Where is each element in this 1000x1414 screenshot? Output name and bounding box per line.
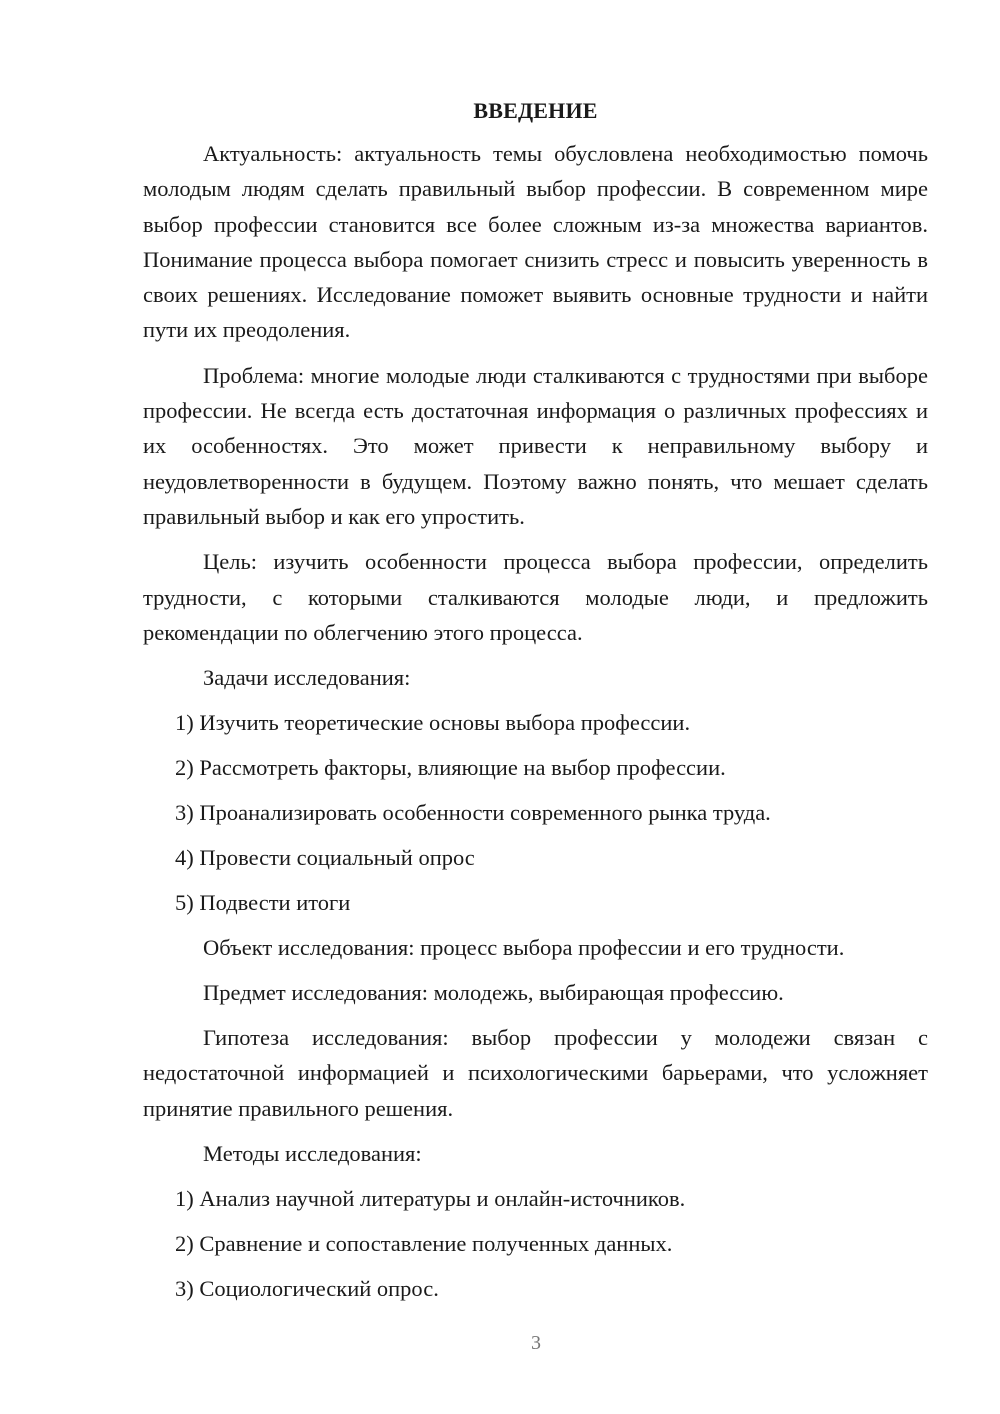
list-item: 2) Рассмотреть факторы, влияющие на выбор профессии.	[175, 755, 726, 781]
document-page	[143, 96, 928, 1316]
tasks-heading: Задачи исследования:	[203, 665, 411, 691]
subject-line: Предмет исследования: молодежь, выбирающая профессию.	[203, 980, 784, 1006]
list-item: 3) Социологический опрос.	[175, 1276, 439, 1302]
list-item: 2) Сравнение и сопоставление полученных данных.	[175, 1231, 673, 1257]
list-item: 1) Изучить теоретические основы выбора профессии.	[175, 710, 691, 736]
goal-paragraph: Цель: изучить особенности процесса выбора профессии, определить трудности, с которыми сталкиваются молодые люди, и предложить рекомендации по облегчению этого процесса.	[143, 549, 928, 645]
tasks-list	[143, 705, 928, 920]
methods-list	[143, 1181, 928, 1306]
list-item: 4) Провести социальный опрос	[175, 845, 475, 871]
object-line: Объект исследования: процесс выбора профессии и его трудности.	[203, 935, 845, 961]
section-title: ВВЕДЕНИЕ	[473, 98, 598, 123]
page-number: 3	[531, 1332, 541, 1354]
list-item: 1) Анализ научной литературы и онлайн-источников.	[175, 1186, 686, 1212]
methods-heading: Методы исследования:	[203, 1141, 422, 1167]
list-item: 3) Проанализировать особенности современного рынка труда.	[175, 800, 771, 826]
relevance-paragraph: Актуальность: актуальность темы обусловлена необходимостью помочь молодым людям сделать правильный выбор профессии. В современном мире выбор профессии становится все более сложным из-за множества вариантов. Понимание процесса выбора помогает снизить стресс и повысить уверенность в своих решениях. Исследование поможет выявить основные трудности и найти пути их преодоления.	[143, 141, 928, 343]
list-item: 5) Подвести итоги	[175, 890, 351, 916]
problem-paragraph: Проблема: многие молодые люди сталкиваются с трудностями при выборе профессии. Не всегда есть достаточная информация о различных профессиях и их особенностях. Это может привести к неправильному выбору и неудовлетворенности в будущем. Поэтому важно понять, что мешает сделать правильный выбор и как его упростить.	[143, 362, 928, 529]
hypothesis-paragraph: Гипотеза исследования: выбор профессии у молодежи связан с недостаточной информацией и психологическими барьерами, что усложняет принятие правильного решения.	[143, 1025, 928, 1121]
